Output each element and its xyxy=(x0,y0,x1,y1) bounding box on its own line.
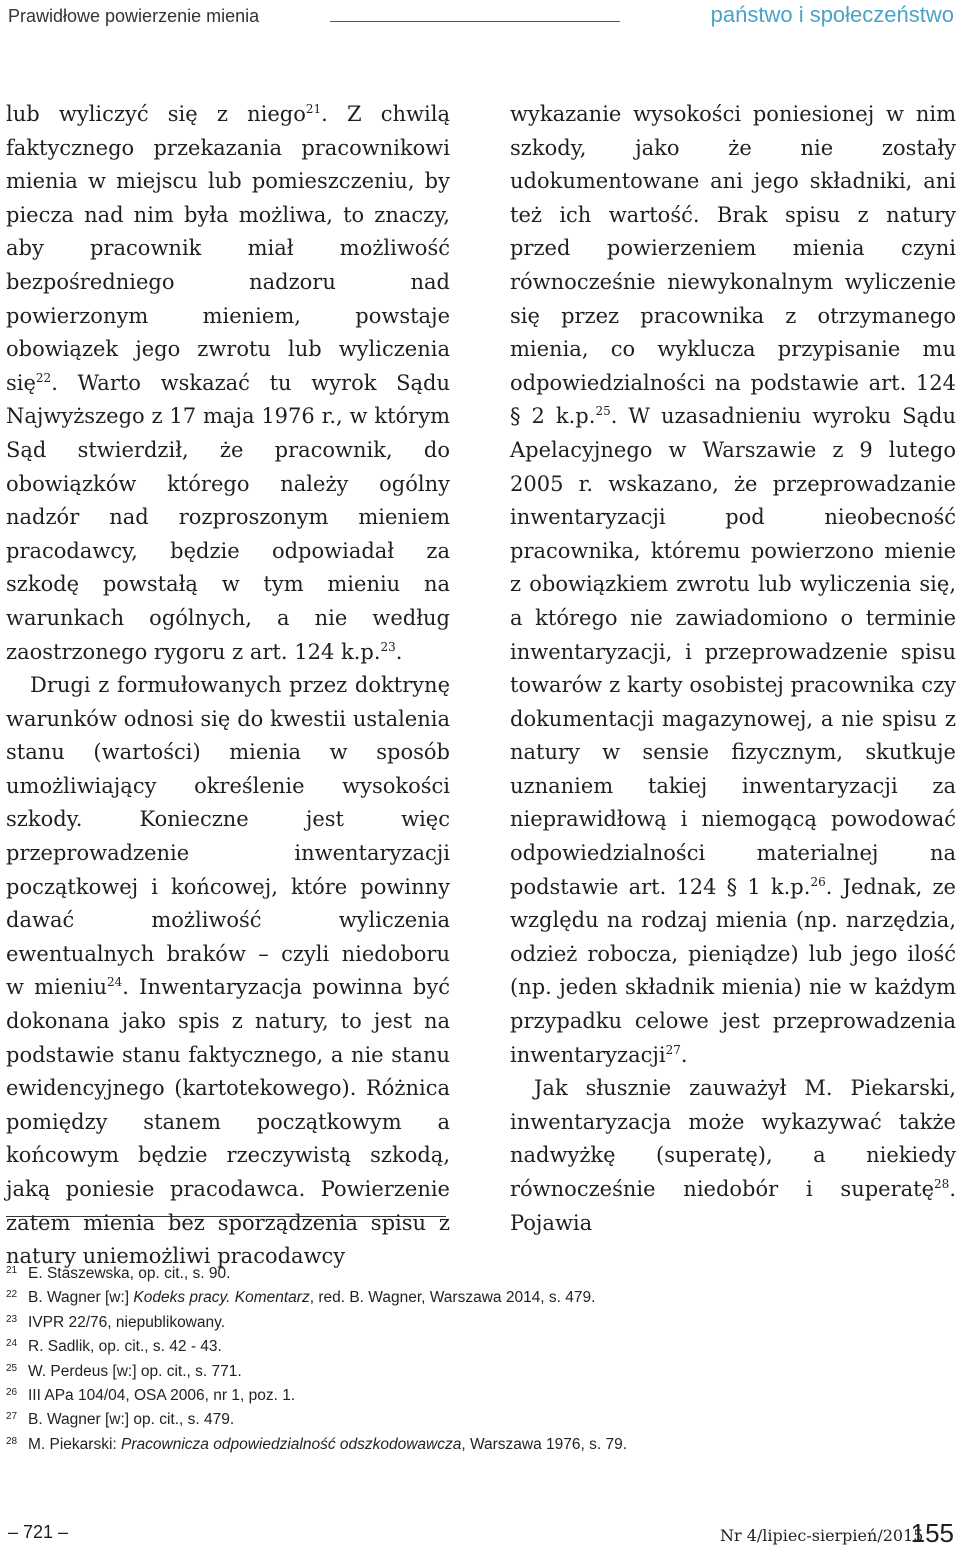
right-paragraph-2: Jak słusznie zauważył M. Piekarski, inwentaryzacja może wykazywać także nadwyżkę (superatę), a niekiedy równocześnie niedobór i superatę$^{28}$. Pojawia xyxy=(510,1076,956,1235)
footnote: 28 M. Piekarski: Pracownicza odpowiedzialność odszkodowawcza , Warszawa 1976, s. 79. xyxy=(6,1435,628,1453)
footnote: 21 E. Staszewska, op. cit., s. 90. xyxy=(6,1265,231,1282)
issue-label: Nr 4/lipiec-sierpień/2015 xyxy=(720,1526,924,1545)
left-column xyxy=(6,98,450,1274)
footnote: 24 R. Sadlik, op. cit., s. 42 - 43. xyxy=(6,1338,222,1356)
footnote-rule xyxy=(6,1216,446,1217)
right-column xyxy=(510,98,956,1240)
footnote: 27 B. Wagner [w:] op. cit., s. 479. xyxy=(6,1411,235,1429)
footnotes xyxy=(6,1262,906,1457)
left-paragraph-2: Drugi z formułowanych przez doktrynę warunków odnosi się do kwestii ustalenia stanu (wartości) mienia w sposób umożliwiający określenie wysokości szkody. Konieczne jest więc przeprowadzenie inwentaryzacji początkowej i końcowej, które powinny dawać możliwość wyliczenia ewentualnych braków – czyli niedoboru w mieniu$^{24}$. Inwentaryzacja powinna być dokonana jako spis z natury, to jest na podstawie stanu faktycznego, a nie stanu ewidencyjnego (kartotekowego). Różnica pomiędzy stanem początkowym a końcowym będzie rzeczywistą szkodą, jaką poniesie pracodawca. Powierzenie zatem mienia bez sporządzenia spisu z natury uniemożliwi pracodawcy xyxy=(6,673,450,1269)
right-paragraph-1: wykazanie wysokości poniesionej w nim szkody, jako że nie zostały udokumentowane ani jego składniki, ani też ich wartość. Brak spisu z natury przed powierzeniem mienia czyni równocześnie niewykonalnym wyliczenie się przez pracownika z otrzymanego mienia, co wyklucza przypisanie mu odpowiedzialności na podstawie art. 124 § 2 k.p.$^{25}$. W uzasadnieniu wyroku Sądu Apelacyjnego w Warszawie z 9 lutego 2005 r. wskazano, że przeprowadzanie inwentaryzacji pod nieobecność pracownika, któremu powierzono mienie z obowiązkiem zwrotu lub wyliczenia się, a którego nie zawiadomiono o terminie inwentaryzacji, i przeprowadzenie spisu towarów z karty osobistej pracownika czy dokumentacji magazynowej, a nie spisu z natury w sensie fizycznym, skutkuje uznaniem takiej inwentaryzacji za nieprawidłową i niemogącą powodować odpowiedzialności materialnej na podstawie art. 124 § 1 k.p.$^{26}$. Jednak, ze względu na rodzaj mienia (np. narzędzia, odzież robocza, pieniądze) lub jego ilość (np. jeden składnik mienia) nie w każdym przypadku celowe jest przeprowadzenia inwentaryzacji$^{27}$. xyxy=(510,102,957,1067)
footnote-ref: 28 xyxy=(934,1177,950,1191)
running-title: Prawidłowe powierzenie mienia xyxy=(8,6,260,26)
footnote-ref: 22 xyxy=(35,370,52,385)
footnote: 23 IVPR 22/76, niepublikowany. xyxy=(6,1313,226,1331)
footnote-ref: 23 xyxy=(380,639,396,654)
footnote-ref: 21 xyxy=(305,102,322,116)
footnote-ref: 26 xyxy=(810,874,826,889)
footnote: 25 W. Perdeus [w:] op. cit., s. 771. xyxy=(6,1362,242,1380)
section-name: państwo i społeczeństwo xyxy=(710,2,954,27)
footnote-ref: 24 xyxy=(107,975,123,990)
footnote: 26 III APa 104/04, OSA 2006, nr 1, poz. 1. xyxy=(6,1387,296,1405)
page-footer xyxy=(0,1516,960,1552)
left-paragraph-1: lub wyliczyć się z niego$^{21}$. Z chwilą faktycznego przekazania pracownikowi mienia w miejscu lub pomieszczeniu, by piecza nad nim była możliwa, to znaczy, aby pracownik miał możliwość bezpośredniego nadzoru nad powierzonym mieniem, powstaje obowiązek jego zwrotu lub wyliczenia się$^{22}$. Warto wskazać tu wyrok Sądu Najwyższego z 17 maja 1976 r., w którym Sąd stwierdził, że pracownik, do obowiązków którego należy ogólny nadzór nad rozproszonym mieniem pracodawcy, będzie odpowiadał za szkodę powstałą w tym mieniu na warunkach ogólnych, a nie według zaostrzonego rygoru z art. 124 k.p.$^{23}$. xyxy=(6,102,450,664)
footnote-ref: 25 xyxy=(595,404,611,419)
page-number: 155 xyxy=(910,1518,954,1548)
running-header xyxy=(0,0,960,40)
footnote-ref: 27 xyxy=(665,1042,681,1057)
header-rule xyxy=(330,21,620,22)
journal-page-number: – 721 – xyxy=(8,1522,69,1542)
footnote: 22 B. Wagner [w:] Kodeks pracy. Komentarz , red. B. Wagner, Warszawa 2014, s. 479. xyxy=(6,1289,596,1307)
